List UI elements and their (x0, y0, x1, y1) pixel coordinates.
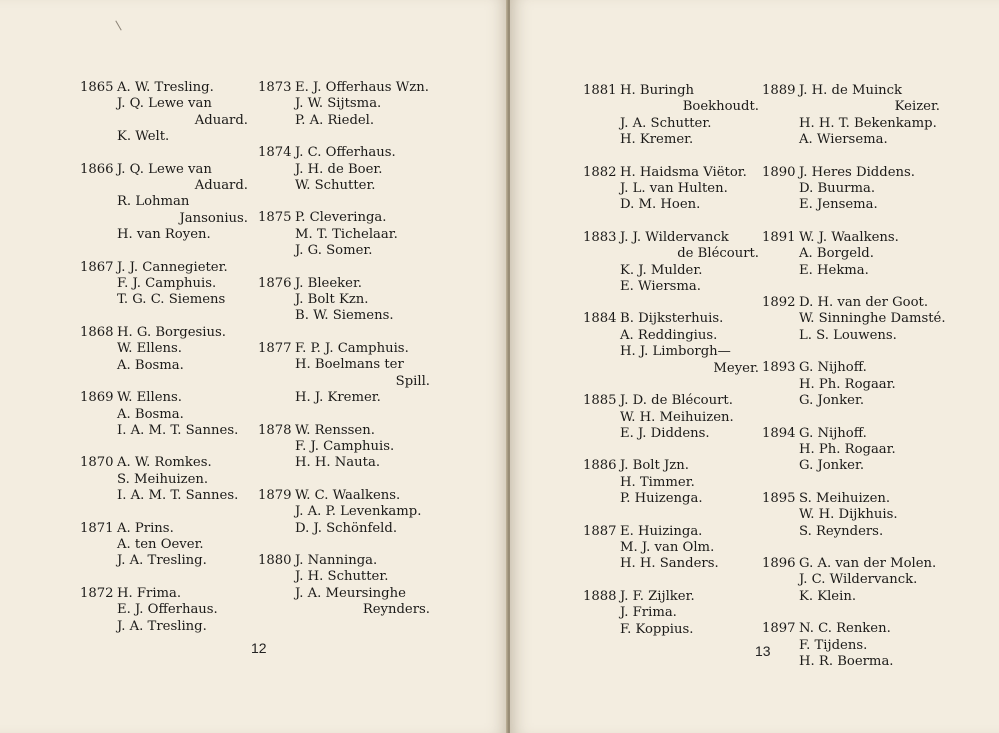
name-line: W. J. Waalkens. (799, 229, 899, 245)
register-entry (762, 83, 940, 149)
name-line: W. C. Waalkens. (295, 487, 401, 503)
register-entry (762, 426, 940, 475)
name-line: H. Ph. Rogaar. (799, 376, 896, 392)
register-entry (80, 80, 248, 146)
name-line: A. Wiersema. (799, 132, 888, 148)
register-entry (258, 341, 430, 407)
name-line: E. J. Offerhaus Wzn. (295, 80, 429, 95)
name-line: W. Ellens. (117, 390, 182, 406)
name-line: Aduard. (194, 112, 248, 128)
entry-year: 1896 (762, 555, 796, 571)
page-number-left: 12 (251, 640, 267, 656)
entry-year: 1897 (762, 621, 796, 637)
name-line: J. A. Tresling. (117, 618, 207, 634)
name-line: W. Schutter. (295, 178, 376, 194)
entry-names (620, 83, 759, 149)
left-page-column-2 (258, 80, 430, 635)
entry-names (117, 455, 248, 504)
register-entry (762, 230, 940, 279)
name-line: H. R. Boerma. (799, 653, 894, 669)
name-line: W. H. Dijkhuis. (799, 507, 898, 523)
register-entry (80, 325, 248, 374)
entry-names (799, 295, 946, 344)
entry-year: 1880 (258, 552, 292, 568)
name-line: J. Heres Diddens. (799, 164, 915, 180)
name-line: M. J. van Olm. (620, 539, 715, 555)
name-line: D. M. Hoen. (620, 197, 701, 213)
right-page-column-1 (583, 83, 759, 654)
entry-year: 1883 (583, 229, 617, 245)
name-line: W. Ellens. (117, 341, 182, 357)
name-line: Boekhoudt. (682, 99, 759, 115)
name-line: M. T. Tichelaar. (295, 226, 398, 242)
register-entry (258, 145, 430, 194)
register-entry (583, 393, 759, 442)
name-line: Jansonius. (179, 210, 248, 226)
entry-year: 1865 (80, 80, 114, 95)
entry-year: 1869 (80, 390, 114, 406)
name-line: A. Bosma. (117, 357, 184, 373)
name-line: J. Bleeker. (295, 275, 363, 291)
entry-names (295, 553, 430, 619)
name-line: F. P. J. Camphuis. (295, 340, 409, 356)
name-line: H. Timmer. (620, 474, 695, 490)
entry-names (295, 276, 430, 325)
name-line: T. G. C. Siemens (117, 292, 226, 308)
entry-names (799, 360, 940, 409)
name-line: W. Sinninghe Damsté. (799, 311, 946, 327)
entry-year: 1894 (762, 425, 796, 441)
name-line: J. Bolt Jzn. (620, 458, 689, 474)
name-line: J. W. Sijtsma. (295, 96, 382, 112)
name-line: F. Tijdens. (799, 637, 868, 653)
name-line: R. Lohman (117, 194, 190, 210)
register-entry (762, 491, 940, 540)
entry-year: 1868 (80, 324, 114, 340)
name-line: A. W. Romkes. (117, 455, 212, 471)
register-entry (583, 83, 759, 149)
name-line: G. Jonker. (799, 393, 865, 409)
name-line: J. A. Tresling. (117, 553, 207, 569)
register-entry (258, 80, 430, 129)
name-line: Reynders. (362, 602, 430, 618)
register-entry (80, 162, 248, 244)
name-line: H. H. Nauta. (295, 455, 381, 471)
entry-names (295, 210, 430, 259)
name-line: J. Nanninga. (295, 552, 378, 568)
register-entry (80, 390, 248, 439)
name-line: W. H. Meihuizen. (620, 409, 734, 425)
entry-year: 1874 (258, 145, 292, 161)
name-line: P. Cleveringa. (295, 210, 387, 226)
entry-names (799, 556, 940, 605)
name-line: H. Boelmans ter (295, 357, 404, 373)
entry-names (117, 325, 248, 374)
register-entry (258, 553, 430, 619)
entry-names (799, 83, 940, 149)
entry-year: 1893 (762, 360, 796, 376)
name-line: H. van Royen. (117, 227, 211, 243)
entry-names (620, 165, 759, 214)
name-line: A. W. Tresling. (117, 80, 214, 95)
entry-names (799, 621, 940, 670)
entry-year: 1879 (258, 487, 292, 503)
name-line: J. G. Somer. (295, 243, 373, 259)
entry-year: 1888 (583, 588, 617, 604)
pencil-mark (115, 20, 121, 30)
name-line: A. ten Oever. (117, 536, 204, 552)
entry-names (620, 393, 759, 442)
register-entry (583, 589, 759, 638)
entry-year: 1890 (762, 164, 796, 180)
entry-year: 1889 (762, 83, 796, 98)
name-line: K. Welt. (117, 129, 170, 145)
name-line: B. W. Siemens. (295, 308, 394, 324)
register-entry (80, 260, 248, 309)
register-entry (762, 621, 940, 670)
name-line: A. Prins. (117, 520, 174, 536)
register-entry (583, 311, 759, 377)
name-line: K. Klein. (799, 588, 857, 604)
left-page-column-1 (80, 80, 248, 651)
register-entry (583, 165, 759, 214)
entry-names (799, 165, 940, 214)
name-line: H. Kremer. (620, 132, 694, 148)
register-entry (80, 455, 248, 504)
name-line: J. H. Schutter. (295, 569, 389, 585)
name-line: B. Dijksterhuis. (620, 311, 724, 327)
name-line: J. F. Zijlker. (620, 588, 695, 604)
entry-names (799, 230, 940, 279)
name-line: A. Borgeld. (799, 246, 874, 262)
register-entry (583, 458, 759, 507)
entry-names (295, 145, 430, 194)
entry-names (117, 80, 248, 146)
name-line: F. Koppius. (620, 621, 694, 637)
entry-names (620, 458, 759, 507)
name-line: Meyer. (713, 360, 759, 376)
entry-year: 1873 (258, 80, 292, 95)
name-line: H. J. Kremer. (295, 390, 381, 406)
name-line: Aduard. (194, 178, 248, 194)
name-line: H. J. Limborgh— (620, 344, 731, 360)
name-line: P. A. Riedel. (295, 112, 375, 128)
name-line: J. C. Wildervanck. (799, 572, 918, 588)
right-page-column-2 (762, 83, 946, 686)
entry-year: 1882 (583, 164, 617, 180)
right-page (510, 0, 999, 733)
name-line: H. Buringh (620, 83, 695, 98)
register-entry (762, 165, 940, 214)
entry-year: 1871 (80, 520, 114, 536)
name-line: S. Reynders. (799, 523, 884, 539)
name-line: J. J. Wildervanck (620, 229, 729, 245)
name-line: J. Q. Lewe van (117, 96, 212, 112)
register-entry (762, 295, 946, 344)
name-line: I. A. M. T. Sannes. (117, 488, 239, 504)
name-line: P. Huizenga. (620, 491, 703, 507)
name-line: W. Renssen. (295, 422, 375, 438)
name-line: L. S. Louwens. (799, 327, 897, 343)
entry-year: 1887 (583, 523, 617, 539)
name-line: D. J. Schönfeld. (295, 520, 398, 536)
entry-year: 1884 (583, 311, 617, 327)
name-line: G. Nijhoff. (799, 425, 867, 441)
register-entry (80, 586, 248, 635)
entry-year: 1881 (583, 83, 617, 98)
name-line: J. C. Offerhaus. (295, 145, 396, 161)
name-line: J. Q. Lewe van (117, 161, 212, 177)
entry-year: 1866 (80, 161, 114, 177)
page-number-right: 13 (755, 643, 771, 659)
name-line: H. Ph. Rogaar. (799, 441, 896, 457)
entry-names (799, 491, 940, 540)
register-entry (583, 524, 759, 573)
name-line: de Blécourt. (677, 246, 759, 262)
name-line: E. J. Offerhaus. (117, 602, 218, 618)
name-line: J. H. de Boer. (295, 161, 383, 177)
name-line: E. J. Diddens. (620, 425, 710, 441)
name-line: J. A. Meursinghe (295, 585, 406, 601)
entry-names (295, 341, 430, 407)
entry-year: 1895 (762, 490, 796, 506)
name-line: E. Hekma. (799, 262, 869, 278)
entry-year: 1892 (762, 295, 796, 311)
entry-year: 1891 (762, 229, 796, 245)
name-line: E. Jensema. (799, 197, 878, 213)
entry-names (117, 586, 248, 635)
entry-year: 1867 (80, 259, 114, 275)
name-line: J. D. de Blécourt. (620, 393, 733, 409)
name-line: H. Haidsma Viëtor. (620, 164, 747, 180)
name-line: J. J. Cannegieter. (117, 259, 228, 275)
name-line: Spill. (395, 373, 430, 389)
register-entry (80, 521, 248, 570)
name-line: S. Meihuizen. (799, 490, 891, 506)
entry-year: 1878 (258, 422, 292, 438)
name-line: J. A. P. Levenkamp. (295, 504, 422, 520)
entry-names (117, 162, 248, 244)
name-line: S. Meihuizen. (117, 471, 209, 487)
name-line: G. Jonker. (799, 458, 865, 474)
name-line: J. H. de Muinck (799, 83, 903, 98)
name-line: A. Reddingius. (620, 327, 718, 343)
register-entry (762, 556, 940, 605)
name-line: F. J. Camphuis. (295, 438, 395, 454)
name-line: H. H. Sanders. (620, 556, 719, 572)
entry-names (620, 311, 759, 377)
entry-names (295, 423, 430, 472)
name-line: J. Frima. (620, 605, 677, 621)
entry-names (295, 80, 430, 129)
name-line: I. A. M. T. Sannes. (117, 422, 239, 438)
name-line: E. Huizinga. (620, 523, 703, 539)
entry-names (117, 260, 248, 309)
name-line: K. J. Mulder. (620, 262, 703, 278)
register-entry (762, 360, 940, 409)
name-line: F. J. Camphuis. (117, 276, 217, 292)
register-entry (258, 276, 430, 325)
name-line: E. Wiersma. (620, 279, 701, 295)
name-line: H. H. T. Bekenkamp. (799, 115, 937, 131)
entry-year: 1886 (583, 458, 617, 474)
name-line: H. G. Borgesius. (117, 324, 226, 340)
entry-names (799, 426, 940, 475)
entry-year: 1875 (258, 210, 292, 226)
name-line: J. L. van Hulten. (620, 181, 728, 197)
entry-year: 1876 (258, 275, 292, 291)
entry-year: 1885 (583, 393, 617, 409)
entry-year: 1877 (258, 340, 292, 356)
entry-names (620, 589, 759, 638)
name-line: J. A. Schutter. (620, 115, 712, 131)
register-entry (258, 210, 430, 259)
entry-names (295, 488, 430, 537)
entry-names (620, 230, 759, 296)
entry-names (117, 390, 248, 439)
name-line: G. Nijhoff. (799, 360, 867, 376)
register-entry (583, 230, 759, 296)
name-line: G. A. van der Molen. (799, 555, 937, 571)
name-line: N. C. Renken. (799, 621, 891, 637)
entry-year: 1872 (80, 585, 114, 601)
name-line: H. Frima. (117, 585, 182, 601)
name-line: D. H. van der Goot. (799, 295, 929, 311)
register-entry (258, 423, 430, 472)
register-entry (258, 488, 430, 537)
entry-names (620, 524, 759, 573)
name-line: A. Bosma. (117, 406, 184, 422)
entry-names (117, 521, 248, 570)
name-line: D. Buurma. (799, 181, 876, 197)
name-line: Keizer. (894, 99, 940, 115)
entry-year: 1870 (80, 455, 114, 471)
name-line: J. Bolt Kzn. (295, 292, 369, 308)
